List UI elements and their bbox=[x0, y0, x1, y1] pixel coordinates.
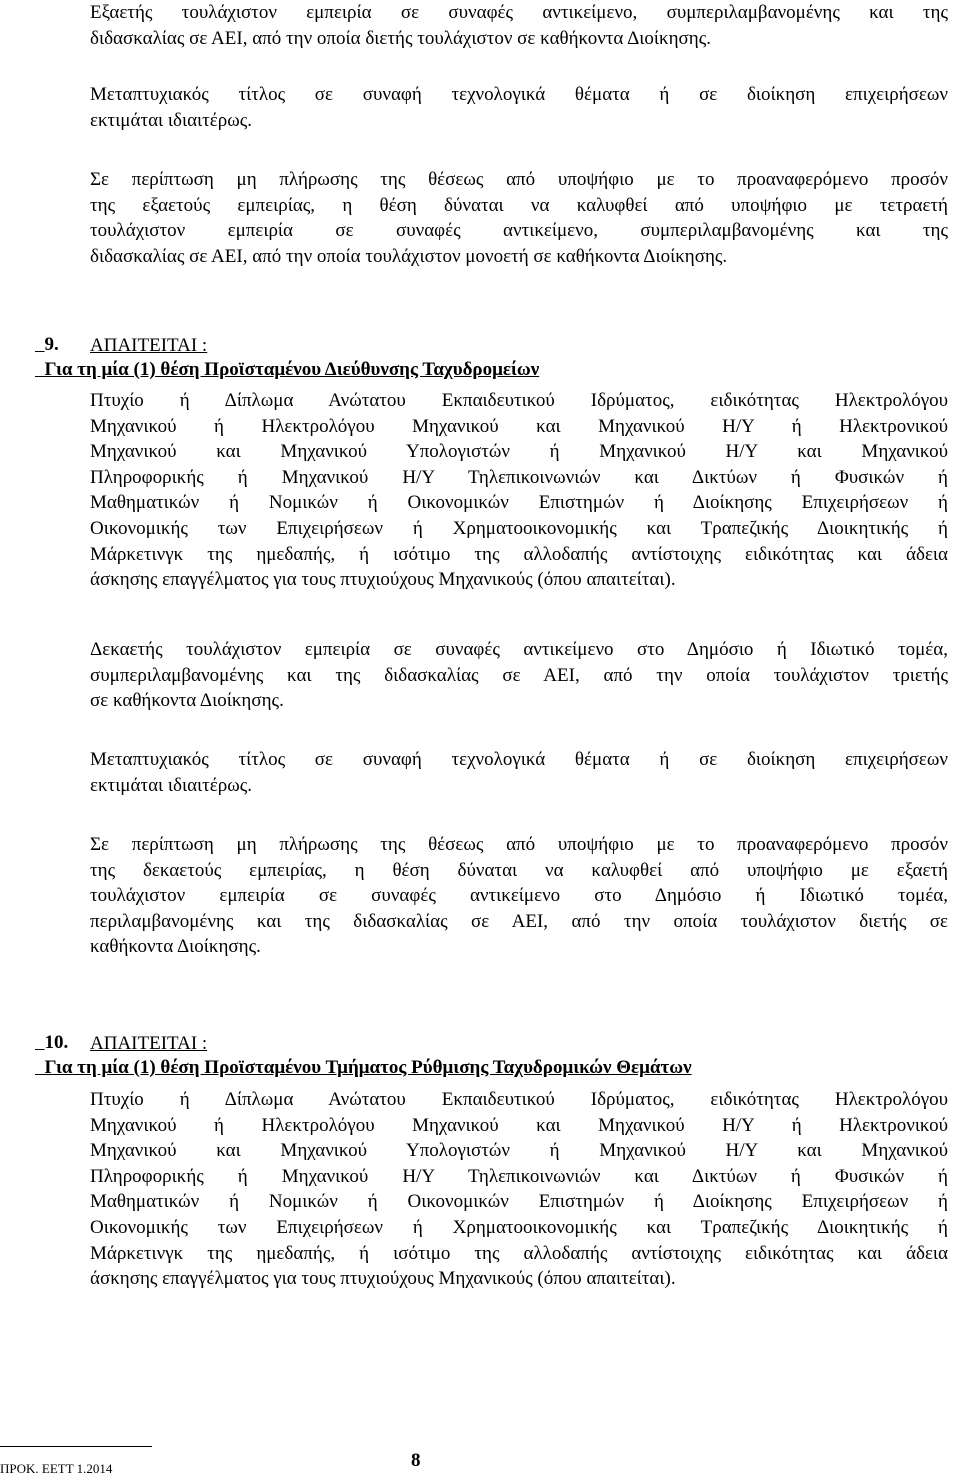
text-line: Μηχανικού και Μηχανικού Υπολογιστών ή Μηχανικού Η/Υ και Μηχανικού bbox=[90, 441, 948, 463]
text-line: Οικονομικής των Επιχειρήσεων ή Χρηματοοικονομικής και Τραπεζικής Διοικητικής ή bbox=[90, 1216, 948, 1238]
text-line: εκτιμάται ιδιαιτέρως. bbox=[90, 774, 253, 796]
footer-document-id: ΠΡΟΚ. ΕΕΤΤ 1.2014 bbox=[0, 1461, 113, 1476]
section-9-title: Για τη μία (1) θέση Προϊσταμένου Διεύθυνσης Ταχυδρομείων bbox=[44, 359, 540, 381]
paragraph-degree-requirements-10 bbox=[90, 1087, 948, 1292]
text-line: εκτιμάται ιδιαιτέρως. bbox=[90, 109, 253, 131]
paragraph-alternative-6yr bbox=[90, 832, 948, 960]
text-line: περιλαμβανομένης και της διδασκαλίας σε ΑΕΙ, από την οποία τουλάχιστον διετής σε bbox=[90, 910, 948, 932]
section-10-requirements-label: ΑΠΑΙΤΕΙΤΑΙ : bbox=[90, 1033, 208, 1054]
text-line: άσκησης επαγγέλματος για τους πτυχιούχους Μηχανικούς (όπου απαιτείται). bbox=[90, 1268, 676, 1290]
text-line: Μηχανικού ή Ηλεκτρολόγου Μηχανικού και Μηχανικού Η/Υ ή Ηλεκτρονικού bbox=[90, 415, 948, 437]
paragraph-postgrad-note bbox=[90, 82, 948, 133]
text-line: καθήκοντα Διοίκησης. bbox=[90, 936, 261, 958]
text-line: Δεκαετής τουλάχιστον εμπειρία σε συναφές αντικείμενο στο Δημόσιο ή Ιδιωτικό τομέα, bbox=[90, 639, 948, 660]
text-line: Οικονομικής των Επιχειρήσεων ή Χρηματοοικονομικής και Τραπεζικής Διοικητικής ή bbox=[90, 517, 948, 539]
paragraph-postgrad-note-9 bbox=[90, 747, 948, 798]
paragraph-degree-requirements-9 bbox=[90, 388, 948, 593]
text-line: διδασκαλίας σε ΑΕΙ, από την οποία διετής τουλάχιστον σε καθήκοντα Διοίκησης. bbox=[90, 27, 711, 49]
text-line: Μαθηματικών ή Νομικών ή Οικονομικών Επιστημών ή Διοίκησης Επιχειρήσεων ή bbox=[90, 492, 948, 514]
text-line: Μάρκετινγκ της ημεδαπής, ή ισότιμο της αλλοδαπής αντίστοιχης ειδικότητας και άδεια bbox=[90, 543, 948, 565]
page-number: 8 bbox=[411, 1450, 421, 1471]
text-line: Πληροφορικής ή Μηχανικού Η/Υ Τηλεπικοινωνιών και Δικτύων ή Φυσικών ή bbox=[90, 1165, 948, 1187]
text-line: Σε περίπτωση μη πλήρωσης της θέσεως από υποψήφιο με το προαναφερόμενο προσόν bbox=[90, 169, 948, 190]
text-line: της εξαετούς εμπειρίας, η θέση δύναται να καλυφθεί από υποψήφιο με τετραετή bbox=[90, 194, 948, 216]
text-line: τουλάχιστον εμπειρία σε συναφές αντικείμενο, συμπεριλαμβανομένης και της bbox=[90, 220, 948, 242]
section-9-number: 9. bbox=[44, 333, 59, 355]
text-line: Μεταπτυχιακός τίτλος σε συναφή τεχνολογικά θέματα ή σε διοίκηση επιχειρήσεων bbox=[90, 749, 948, 770]
section-10-title: Για τη μία (1) θέση Προϊσταμένου Τμήματος Ρύθμισης Ταχυδρομικών Θεμάτων bbox=[44, 1057, 692, 1079]
text-line: Πτυχίο ή Δίπλωμα Ανώτατου Εκπαιδευτικού Ιδρύματος, ειδικότητας Ηλεκτρολόγου bbox=[90, 390, 948, 411]
text-line: διδασκαλίας σε ΑΕΙ, από την οποία τουλάχιστον μονοετή σε καθήκοντα Διοίκησης. bbox=[90, 245, 728, 267]
text-line: Μηχανικού και Μηχανικού Υπολογιστών ή Μηχανικού Η/Υ και Μηχανικού bbox=[90, 1140, 948, 1162]
paragraph-experience-6yr bbox=[90, 0, 948, 51]
text-line: της δεκαετούς εμπειρίας, η θέση δύναται να καλυφθεί από υποψήφιο με εξαετή bbox=[90, 859, 948, 881]
text-line: Μαθηματικών ή Νομικών ή Οικονομικών Επιστημών ή Διοίκησης Επιχειρήσεων ή bbox=[90, 1191, 948, 1213]
text-line: Μεταπτυχιακός τίτλος σε συναφή τεχνολογικά θέματα ή σε διοίκηση επιχειρήσεων bbox=[90, 84, 948, 105]
text-line: τουλάχιστον εμπειρία σε συναφές αντικείμενο στο Δημόσιο ή Ιδιωτικό τομέα, bbox=[90, 885, 948, 907]
section-9-requirements-label: ΑΠΑΙΤΕΙΤΑΙ : bbox=[90, 335, 208, 356]
footer-rule bbox=[0, 1446, 152, 1447]
text-line: Μάρκετινγκ της ημεδαπής, ή ισότιμο της αλλοδαπής αντίστοιχης ειδικότητας και άδεια bbox=[90, 1242, 948, 1264]
text-line: συμπεριλαμβανομένης και της διδασκαλίας σε ΑΕΙ, από την οποία τουλάχιστον τριετής bbox=[90, 664, 948, 686]
text-line: σε καθήκοντα Διοίκησης. bbox=[90, 690, 284, 712]
paragraph-alternative-4yr bbox=[90, 167, 948, 269]
paragraph-experience-10yr bbox=[90, 637, 948, 714]
section-10-number: 10. bbox=[44, 1031, 69, 1053]
text-line: Πτυχίο ή Δίπλωμα Ανώτατου Εκπαιδευτικού Ιδρύματος, ειδικότητας Ηλεκτρολόγου bbox=[90, 1089, 948, 1110]
text-line: άσκησης επαγγέλματος για τους πτυχιούχους Μηχανικούς (όπου απαιτείται). bbox=[90, 569, 676, 591]
text-line: Πληροφορικής ή Μηχανικού Η/Υ Τηλεπικοινωνιών και Δικτύων ή Φυσικών ή bbox=[90, 466, 948, 488]
text-line: Εξαετής τουλάχιστον εμπειρία σε συναφές αντικείμενο, συμπεριλαμβανομένης και της bbox=[90, 2, 948, 23]
text-line: Μηχανικού ή Ηλεκτρολόγου Μηχανικού και Μηχανικού Η/Υ ή Ηλεκτρονικού bbox=[90, 1114, 948, 1136]
text-line: Σε περίπτωση μη πλήρωσης της θέσεως από υποψήφιο με το προαναφερόμενο προσόν bbox=[90, 834, 948, 855]
